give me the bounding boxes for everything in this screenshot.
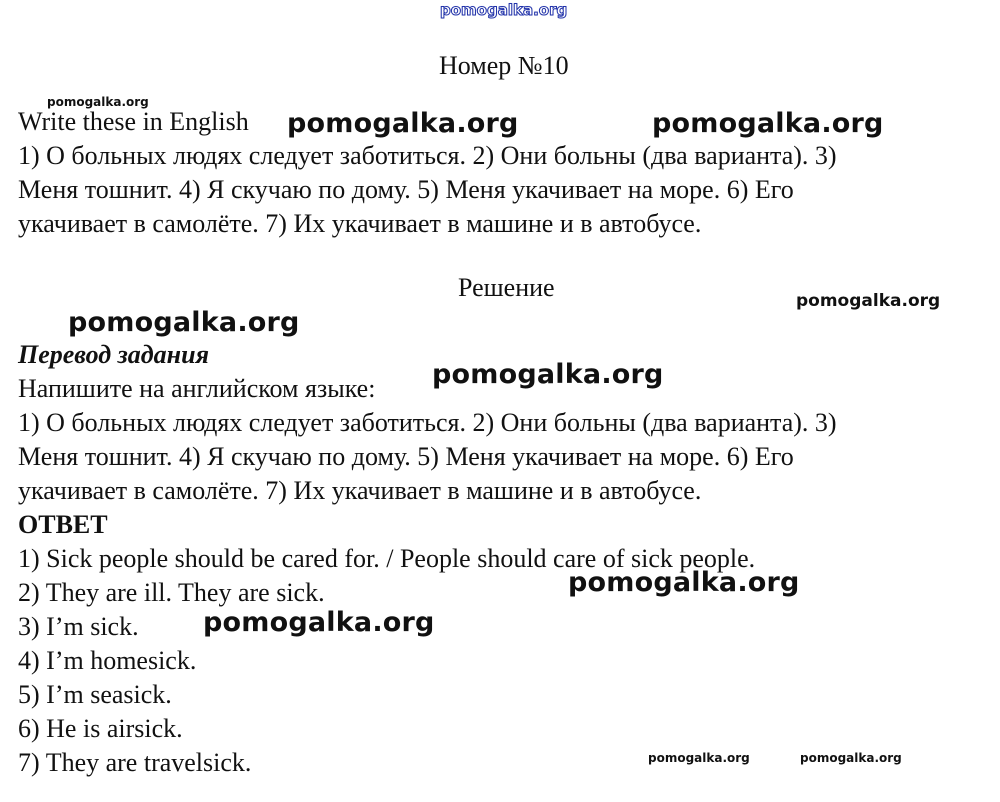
- answer-item: 7) They are travelsick.: [18, 748, 252, 777]
- solution-title: Решение: [458, 273, 555, 302]
- answer-heading: ОТВЕТ: [18, 510, 108, 539]
- watermark: pomogalka.org: [203, 607, 435, 638]
- answer-item: 4) I’m homesick.: [18, 646, 197, 675]
- translation-line: Меня тошнит. 4) Я скучаю по дому. 5) Меня укачивает на море. 6) Его: [18, 442, 794, 471]
- answer-item: 3) I’m sick.: [18, 612, 139, 641]
- watermark: pomogalka.org: [648, 751, 750, 765]
- answer-item: 2) They are ill. They are sick.: [18, 578, 325, 607]
- translation-instruction: Напишите на английском языке:: [18, 374, 376, 403]
- translation-line: укачивает в самолёте. 7) Их укачивает в машине и в автобусе.: [18, 476, 702, 505]
- answer-item: 1) Sick people should be cared for. / People should care of sick people.: [18, 544, 756, 573]
- translation-heading: Перевод задания: [18, 340, 209, 369]
- watermark: pomogalka.org: [287, 108, 519, 139]
- answer-item: 6) He is airsick.: [18, 714, 183, 743]
- answer-item: 5) I’m seasick.: [18, 680, 172, 709]
- task-line: укачивает в самолёте. 7) Их укачивает в машине и в автобусе.: [18, 209, 702, 238]
- watermark: pomogalka.org: [652, 108, 884, 139]
- watermark: pomogalka.org: [796, 291, 941, 311]
- translation-line: 1) О больных людях следует заботиться. 2) Они больны (два варианта). 3): [18, 408, 837, 437]
- task-instruction: Write these in English: [18, 107, 249, 136]
- watermark: pomogalka.org: [568, 567, 800, 598]
- watermark: pomogalka.org: [47, 95, 149, 109]
- task-line: Меня тошнит. 4) Я скучаю по дому. 5) Меня укачивает на море. 6) Его: [18, 175, 794, 204]
- page-title: Номер №10: [439, 51, 569, 80]
- site-logo-watermark: pomogalka.org: [440, 1, 568, 19]
- watermark: pomogalka.org: [432, 359, 664, 390]
- watermark: pomogalka.org: [800, 751, 902, 765]
- task-line: 1) О больных людях следует заботиться. 2) Они больны (два варианта). 3): [18, 141, 837, 170]
- watermark: pomogalka.org: [68, 307, 300, 338]
